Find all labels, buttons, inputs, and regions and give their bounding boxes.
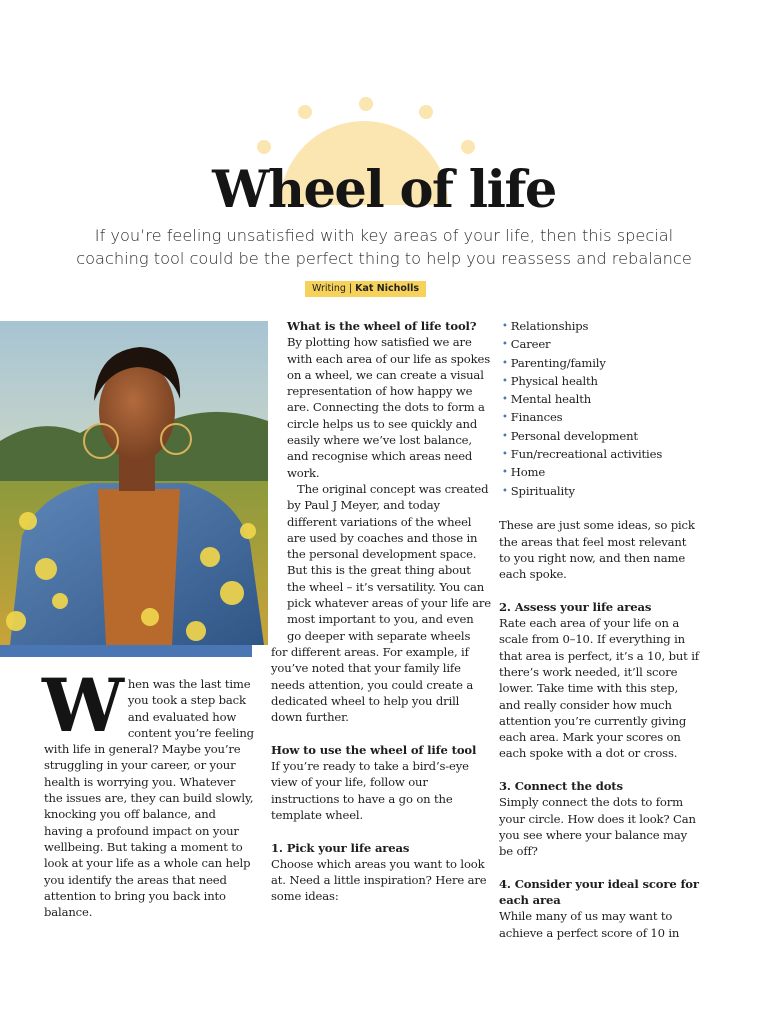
life-areas-list [499,318,699,501]
list-item: • Personal development [502,428,699,446]
standfirst-line: coaching tool could be the perfect thing to help you reassess and rebalance [76,249,692,268]
section-heading: 1. Pick your life areas [271,840,410,855]
paragraph: Simply connect the dots to form your circle. How does it look? Can you see where your balance may be off? [499,795,696,859]
list-item: • Spirituality [502,483,699,501]
drop-cap: W [42,663,124,749]
list-item: • Physical health [502,373,699,391]
sun-ray-dot [257,140,271,154]
paragraph: Choose which areas you want to look at. Need a little inspiration? Here are some ideas: [271,856,487,904]
photo-top [98,489,180,645]
sun-ray-dot [461,140,475,154]
spacer [499,582,699,598]
photo-accent-bar [0,645,252,657]
spacer [499,860,699,876]
standfirst-line: If you’re feeling unsatisfied with key areas of your life, then this special [94,226,674,245]
list-item: • Mental health [502,391,699,409]
paragraph: The original concept was created by Paul J Meyer, and today different variations of the wheel are used by coaches and those in the personal development space. But this is the great thing about the wheel – it’s versatility. You can pick whatever areas of your life are most important to you, and even go deeper with separate wheels [287,481,492,643]
sun-ray-dot [419,105,433,119]
byline-author: Kat Nicholls [355,283,420,294]
article-column-2 [271,318,491,905]
spacer [499,762,699,778]
list-item: • Home [502,464,699,482]
section-heading: How to use the wheel of life tool [271,742,477,757]
paragraph: By plotting how satisfied we are with each area of our life as spokes on a wheel, we can create a visual representation of how happy we are. Connecting the dots to form a circle helps us to see quickly and easily where we’ve lost balance, and recognise which areas need work. [287,335,490,480]
spacer [271,725,491,741]
sun-ray-dot [359,97,373,111]
spacer [499,501,699,517]
section-heading: 2. Assess your life areas [499,599,652,614]
paragraph: If you’re ready to take a bird’s-eye view of your life, follow our instructions to have a go on the template wheel. [271,759,469,822]
section-heading: 3. Connect the dots [499,779,623,794]
sun-ray-dot [298,105,312,119]
list-item: • Fun/recreational activities [502,446,699,464]
article-column-3 [499,318,699,941]
intro-column [42,663,256,920]
list-item: • Parenting/family [502,355,699,373]
intro-paragraph: hen was the last time you took a step back and evaluated how content you’re feeling with life in general? Maybe you’re struggling in your career, or your health is worrying you. Whatever the issues are, they can build slowly, knocking you off balance, and having a profound impact on your wellbeing. But taking a moment to look at your life as a whole can help you identify the areas that need attention to bring you back into balance. [44,677,254,920]
standfirst [40,224,728,270]
paragraph: While many of us may want to achieve a perfect score of 10 in [499,909,680,940]
page-title: Wheel of life [212,160,556,220]
list-item: • Finances [502,409,699,427]
portrait-photo [0,321,268,645]
paragraph: Rate each area of your life on a scale from 0–10. If everything in that area is perfect, it’s a 10, but if there’s work needed, it’ll score lower. Take time with this step, and really consider how much attention you’re currently giving each area. Mark your scores on each spoke with a dot or cross. [499,616,699,761]
list-item: • Relationships [502,318,699,336]
section-heading: What is the wheel of life tool? [287,319,477,333]
paragraph: for different areas. For example, if you’ve noted that your family life needs attention, you could create a dedicated wheel to help you drill down further. [271,644,474,725]
list-item: • Career [502,336,699,354]
byline-badge [305,281,426,297]
spacer [271,823,491,839]
byline-separator: | [348,283,353,294]
paragraph: These are just some ideas, so pick the areas that feel most relevant to you right now, and then name each spoke. [499,518,695,582]
section-heading: 4. Consider your ideal score for each area [499,876,699,908]
byline-label: Writing [312,283,346,294]
